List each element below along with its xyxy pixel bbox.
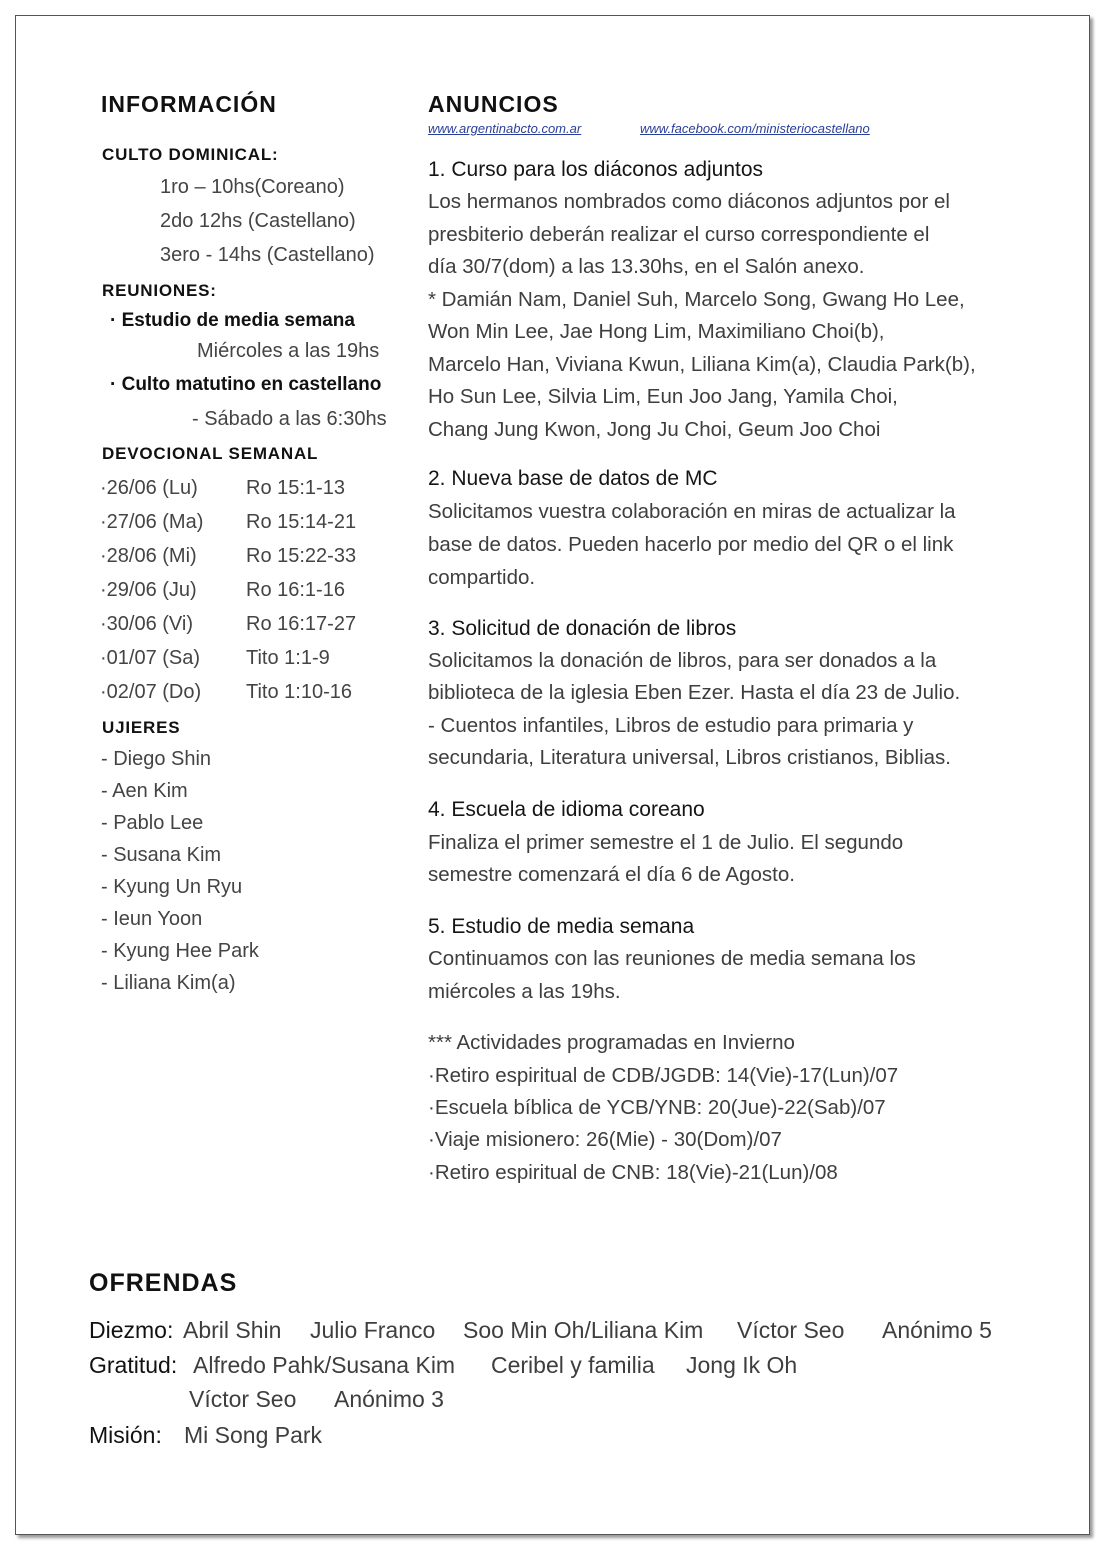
diezmo-name: Soo Min Oh/Liliana Kim (463, 1317, 704, 1343)
anuncio-2-line: compartido. (428, 566, 536, 589)
anuncio-2-line: base de datos. Pueden hacerlo por medio del QR o el link (428, 533, 954, 556)
devocional-ref: Ro 16:17-27 (246, 613, 357, 635)
devocional-ref: Ro 16:1-16 (246, 579, 345, 601)
culto-dominical-heading: CULTO DOMINICAL: (102, 145, 279, 164)
anuncio-1-line: Marcelo Han, Viviana Kwun, Liliana Kim(a), Claudia Park(b), (428, 353, 976, 376)
ujier-name: - Pablo Lee (101, 812, 204, 834)
diezmo-name: Julio Franco (310, 1317, 436, 1343)
ujier-name: - Susana Kim (101, 844, 222, 866)
website-link[interactable]: www.argentinabcto.com.ar (428, 121, 582, 136)
anuncio-4-line: Finaliza el primer semestre el 1 de Julio. El segundo (428, 831, 904, 854)
invierno-heading: *** Actividades programadas en Invierno (428, 1031, 795, 1054)
gratitud-name: Ceribel y familia (491, 1352, 655, 1378)
ujier-name: - Liliana Kim(a) (101, 972, 236, 994)
informacion-title: INFORMACIÓN (101, 91, 277, 117)
devocional-date: ·26/06 (Lu) (100, 477, 198, 499)
anuncio-3-title: 3. Solicitud de donación de libros (428, 617, 737, 640)
ujieres-heading: UJIERES (102, 718, 181, 737)
ujier-name: - Ieun Yoon (101, 908, 203, 930)
devocional-date: ·27/06 (Ma) (100, 511, 204, 533)
gratitud-name: Anónimo 3 (334, 1386, 444, 1412)
anuncio-1-line: * Damián Nam, Daniel Suh, Marcelo Song, Gwang Ho Lee, (428, 288, 965, 311)
ujier-name: - Aen Kim (101, 780, 188, 802)
anuncio-3-line: - Cuentos infantiles, Libros de estudio para primaria y (428, 714, 914, 737)
reuniones-heading: REUNIONES: (102, 281, 217, 300)
anuncio-4-title: 4. Escuela de idioma coreano (428, 798, 705, 821)
devocional-date: ·01/07 (Sa) (100, 647, 201, 669)
anuncios-title: ANUNCIOS (428, 91, 559, 117)
anuncio-5-line: Continuamos con las reuniones de media semana los (428, 947, 916, 970)
mision-name: Mi Song Park (184, 1422, 323, 1448)
ofrendas-title: OFRENDAS (89, 1269, 238, 1297)
anuncio-5-title: 5. Estudio de media semana (428, 915, 695, 938)
anuncio-1-line: Los hermanos nombrados como diáconos adjuntos por el (428, 190, 950, 213)
reunion-culto-matutino-title: · Culto matutino en castellano (110, 374, 382, 395)
diezmo-name: Víctor Seo (737, 1317, 845, 1343)
devocional-date: ·29/06 (Ju) (100, 579, 197, 601)
gratitud-name: Jong Ik Oh (686, 1352, 798, 1378)
anuncio-4-line: semestre comenzará el día 6 de Agosto. (428, 863, 795, 886)
devocional-ref: Ro 15:1-13 (246, 477, 345, 499)
devocional-ref: Ro 15:14-21 (246, 511, 357, 533)
invierno-item: ·Retiro espiritual de CNB: 18(Vie)-21(Lun)/08 (428, 1161, 838, 1184)
devocional-date: ·30/06 (Vi) (100, 613, 194, 635)
anuncio-1-line: Ho Sun Lee, Silvia Lim, Eun Joo Jang, Yamila Choi, (428, 385, 898, 408)
diezmo-name: Abril Shin (183, 1317, 282, 1343)
anuncio-2-title: 2. Nueva base de datos de MC (428, 467, 718, 490)
diezmo-name: Anónimo 5 (882, 1317, 992, 1343)
anuncio-5-line: miércoles a las 19hs. (428, 980, 621, 1003)
ujier-name: - Diego Shin (101, 748, 212, 770)
mision-label: Misión: (89, 1422, 162, 1448)
gratitud-label: Gratitud: (89, 1352, 178, 1378)
devocional-ref: Ro 15:22-33 (246, 545, 357, 567)
devocional-ref: Tito 1:10-16 (246, 681, 352, 703)
culto-item-2: 2do 12hs (Castellano) (160, 210, 356, 232)
reunion-estudio-time: Miércoles a las 19hs (197, 340, 380, 362)
ujier-name: - Kyung Un Ryu (101, 876, 243, 898)
ujier-name: - Kyung Hee Park (101, 940, 259, 962)
gratitud-name: Alfredo Pahk/Susana Kim (193, 1352, 456, 1378)
reunion-culto-matutino-time: - Sábado a las 6:30hs (192, 408, 387, 430)
anuncio-1-line: Won Min Lee, Jae Hong Lim, Maximiliano Choi(b), (428, 320, 885, 343)
anuncio-2-line: Solicitamos vuestra colaboración en miras de actualizar la (428, 500, 956, 523)
anuncio-1-title: 1. Curso para los diáconos adjuntos (428, 158, 764, 181)
anuncio-3-line: secundaria, Literatura universal, Libros cristianos, Biblias. (428, 746, 952, 769)
anuncio-3-line: biblioteca de la iglesia Eben Ezer. Hasta el día 23 de Julio. (428, 681, 961, 704)
devocional-date: ·28/06 (Mi) (100, 545, 197, 567)
culto-item-1: 1ro – 10hs(Coreano) (160, 176, 345, 198)
devocional-heading: DEVOCIONAL SEMANAL (102, 444, 319, 463)
anuncio-1-line: presbiterio deberán realizar el curso correspondiente el (428, 223, 930, 246)
invierno-item: ·Viaje misionero: 26(Mie) - 30(Dom)/07 (428, 1128, 782, 1151)
anuncio-1-line: día 30/7(dom) a las 13.30hs, en el Salón anexo. (428, 255, 865, 278)
invierno-item: ·Escuela bíblica de YCB/YNB: 20(Jue)-22(Sab)/07 (428, 1096, 886, 1119)
facebook-link[interactable]: www.facebook.com/ministeriocastellano (640, 121, 870, 136)
anuncio-3-line: Solicitamos la donación de libros, para ser donados a la (428, 649, 937, 672)
gratitud-name: Víctor Seo (189, 1386, 297, 1412)
devocional-ref: Tito 1:1-9 (246, 647, 330, 669)
devocional-date: ·02/07 (Do) (100, 681, 202, 703)
diezmo-label: Diezmo: (89, 1317, 174, 1343)
anuncio-1-line: Chang Jung Kwon, Jong Ju Choi, Geum Joo Choi (428, 418, 881, 441)
invierno-item: ·Retiro espiritual de CDB/JGDB: 14(Vie)-17(Lun)/07 (428, 1064, 899, 1087)
culto-item-3: 3ero - 14hs (Castellano) (160, 244, 375, 266)
reunion-estudio-title: · Estudio de media semana (110, 310, 355, 331)
